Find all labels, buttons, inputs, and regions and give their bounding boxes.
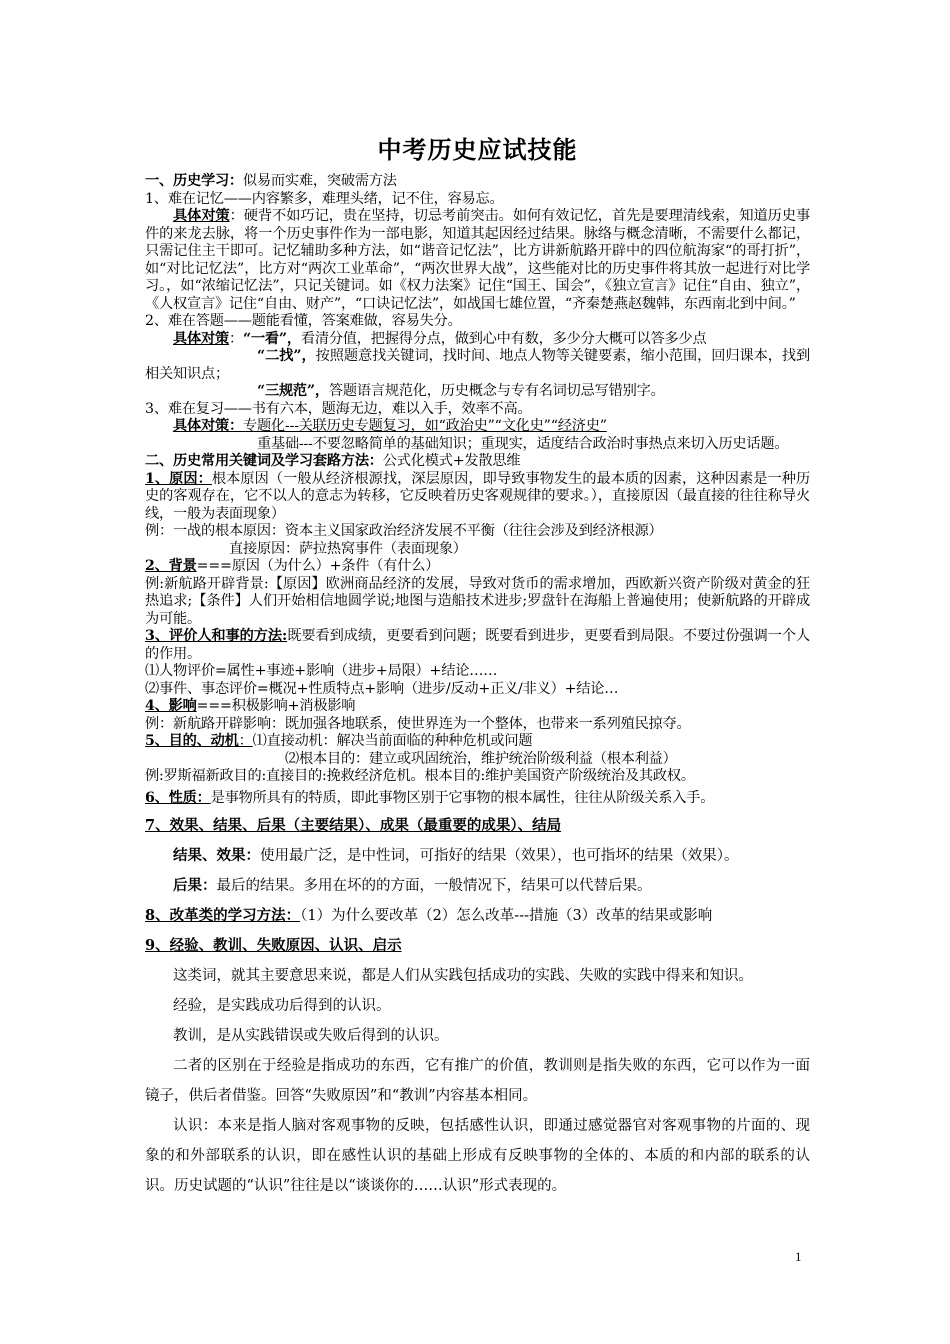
strategy-label: 具体对策： (173, 418, 243, 434)
strategy-text: ：硬背不如巧记，贵在坚持，切忌考前突击。如何有效记忆，首先是要理清线索，知道历史事件的来龙去脉，将一个历史事件作为一部电影，知道其起因经过结果。脉络与概念清晰，不需要什么都记，只需记住主干即可。记忆辅助多种方法，如“谐音记忆法”，比方讲新航路开辟中的四位航海家“的哥打折”，如“对比记忆法”，比方对“两次工业革命”，“两次世界大战”，这些能对比的历史事件将其放一起进行对比学习。，如“浓缩记忆法”，只记关键词。如《权力法案》记住“国王、国会”，《独立宣言》记住“自由、独立”，《人权宣言》记住“自由、财产”，“口诀记忆法”，如战国七雄位置，“齐秦楚燕赵魏韩，东西南北到中间。” (145, 208, 810, 312)
difficulty-2-strategy-2 (145, 348, 810, 383)
nature-text: 是事物所具有的特质，即此事物区别于它事物的根本属性，往往从阶级关系入手。 (210, 789, 715, 806)
result-label: 结果、效果： (173, 847, 260, 864)
page-number: 1 (795, 1249, 802, 1264)
strategy-label: 具体对策 (173, 330, 229, 347)
item-9-paragraph-1: 这类词，就其主要意思来说，都是人们从实践包括成功的实践、失败的实践中得来和知识。 (173, 968, 753, 984)
evaluation-formula-1: ⑴人物评价=属性+事迹+影响（进步+局限）+结论…… (145, 663, 498, 679)
section-2 (145, 453, 810, 807)
consequence-text: 最后的结果。多用在坏的的方面，一般情况下，结果可以代替后果。 (216, 878, 652, 894)
purpose-direct: ⑴直接动机：解决当前面临的种种危机或问题 (252, 733, 533, 749)
item-9-paragraph-4: 二者的区别在于经验是指成功的东西，它有推广的价值，教训则是指失败的东西，它可以作为一面镜子，供后者借鉴。回答“失败原因”和“教训”内容基本相同。 (145, 1058, 810, 1104)
item-7-heading: 7、效果、结果、后果（主要结果）、成果（最重要的成果）、结局 (145, 817, 562, 834)
reform-label: 8、改革类的学习方法： (145, 907, 301, 924)
strategy-text: 专题化---关联历史专题复习，如“政治史”“文化史”“经济史” (242, 418, 607, 434)
section-2-heading-label: 二、历史常用关键词及学习套路方法： (145, 453, 383, 469)
difficulty-3-strategy-1 (145, 418, 810, 436)
item-9-paragraph-2: 经验，是实践成功后得到的认识。 (173, 998, 391, 1014)
difficulty-2-strategy-1 (145, 331, 810, 349)
difficulty-1-strategy (145, 208, 810, 313)
strategy-label: 具体对策 (173, 208, 230, 224)
section-1-heading (145, 173, 810, 191)
item-8 (145, 901, 810, 931)
keyword-standard: “三规范”， (257, 383, 329, 399)
purpose-example: 例:罗斯福新政目的:直接目的:挽救经济危机。根本目的:维护美国资产阶级统治及其政权。 (145, 768, 695, 784)
impact-text: ===积极影响+消极影响 (196, 698, 356, 714)
section-1-heading-label: 一、历史学习： (145, 173, 243, 189)
purpose-colon: ： (238, 733, 253, 749)
cause-text: 根本原因（一般从经济根源找，深层原因，即导致事物发生的最本质的因素，这种因素是一种历史的客观存在，它不以人的意志为转移，它反映着历史客观规律的要求。），直接原因（最直接的往往称导火线，一般为表面现象） (145, 470, 810, 522)
section-1-heading-text: 似易而实难，突破需方法 (242, 173, 397, 189)
cause-label: 1、原因： (145, 470, 212, 487)
section-2-continued (145, 811, 810, 1201)
document-page (145, 130, 810, 1201)
difficulty-3-strategy-2 (145, 436, 810, 454)
difficulty-3: 3、难在复习——书有六本，题海无边，难以入手，效率不高。 (145, 400, 532, 417)
nature-label: 6、性质： (145, 789, 211, 806)
item-7-consequence (145, 871, 810, 901)
strategy-text: 看清分值，把握得分点，做到心中有数，多少分大概可以答多少点 (300, 330, 707, 347)
reform-text: （1）为什么要改革（2）怎么改革---措施（3）改革的结果或影响 (300, 908, 713, 924)
strategy-colon: ： (228, 330, 243, 347)
strategy-text: 答题语言规范化，历史概念与专有名词切忌写错别字。 (328, 383, 665, 399)
background-label: 2、背景 (145, 558, 197, 574)
nature-item (145, 790, 810, 808)
cause-example-2: 直接原因：萨拉热窝事件（表面现象） (229, 540, 467, 557)
section-2-heading-text: 公式化模式+发散思维 (382, 453, 521, 469)
evaluation-item (145, 628, 810, 663)
evaluation-text: 既要看到成绩，更要看到问题；既要看到进步，更要看到局限。不要过份强调一个人的作用。 (145, 628, 810, 662)
purpose-root: ⑵根本目的：建立或巩固统治，维护统治阶级利益（根本利益） (285, 750, 677, 767)
item-9-paragraph-5: 认识：本来是指人脑对客观事物的反映，包括感性认识，即通过感觉器官对客观事物的片面的、现象的和外部联系的认识，即在感性认识的基础上形成有反映事物的全体的、本质的和内部的联系的认识。历史试题的“认识”往往是以“谈谈你的……认识”形式表现的。 (145, 1118, 810, 1194)
section-2-heading (145, 453, 810, 471)
difficulty-1: 1、难在记忆——内容繁多，难理头绪，记不住，容易忘。 (145, 190, 504, 207)
background-example: 例:新航路开辟背景:【原因】欧洲商品经济的发展，导致对货币的需求增加，西欧新兴资产阶级对黄金的狂热追求;【条件】人们开始相信地圆学说;地图与造船技术进步;罗盘针在海船上普遍使用；使新航路的开辟成为可能。 (145, 575, 810, 627)
item-9-heading: 9、经验、教训、失败原因、认识、启示 (145, 937, 402, 954)
background-text: ===原因（为什么）+条件（有什么） (196, 558, 440, 574)
cause-item (145, 471, 810, 524)
page-title: 中考历史应试技能 (377, 136, 578, 164)
result-text: 使用最广泛，是中性词，可指好的结果（效果），也可指坏的结果（效果）。 (260, 848, 739, 864)
item-9-paragraph-3: 教训，是从实践错误或失败后得到的认识。 (173, 1028, 449, 1044)
difficulty-2-strategy-3 (145, 383, 810, 401)
evaluation-formula-2: ⑵事件、事态评价=概况+性质特点+影响（进步/反动+正义/非义）+结论… (145, 680, 619, 697)
purpose-label: 5、目的、动机 (145, 733, 239, 749)
keyword-look: “一看”， (242, 330, 301, 347)
consequence-label: 后果： (173, 877, 217, 894)
impact-label: 4、影响 (145, 698, 197, 714)
strategy-text: 重基础---不要忽略简单的基础知识；重现实，适度结合政治时事热点来切入历史话题。 (257, 435, 789, 452)
cause-example-1: 例：一战的根本原因：资本主义国家政治经济发展不平衡（往往会涉及到经济根源） (145, 523, 663, 539)
purpose-item (145, 733, 810, 751)
impact-example: 例：新航路开辟影响：既加强各地联系，使世界连为一个整体，也带来一系列殖民掠夺。 (145, 715, 691, 732)
section-1 (145, 173, 810, 453)
keyword-find: “二找”， (257, 348, 316, 364)
background-item (145, 558, 810, 576)
item-7-result (145, 841, 810, 871)
strategy-text: 按照题意找关键词，找时间、地点人物等关键要素，缩小范围，回归课本，找到相关知识点； (145, 348, 810, 382)
difficulty-2: 2、难在答题——题能看懂，答案难做，容易失分。 (145, 313, 462, 329)
evaluation-label: 3、评价人和事的方法: (145, 628, 288, 644)
impact-item (145, 698, 810, 716)
